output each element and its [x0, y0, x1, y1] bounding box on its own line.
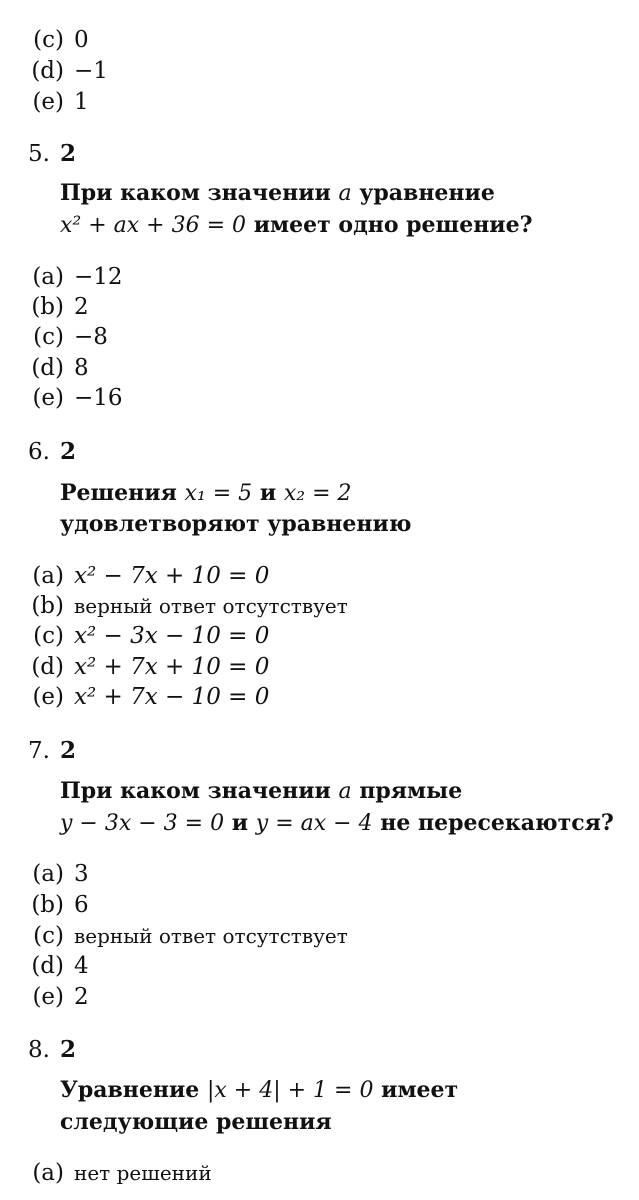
math-var: a — [338, 779, 352, 804]
option-label: (c) — [33, 27, 64, 53]
option-label: (c) — [33, 324, 64, 350]
option-a — [20, 562, 269, 590]
option-label: (e) — [32, 385, 64, 411]
option-text: −8 — [74, 324, 108, 350]
math-equation: y − 3x − 3 = 0 — [60, 811, 225, 836]
option-c — [20, 323, 108, 351]
math-equation: |x + 4| + 1 = 0 — [206, 1078, 374, 1103]
question-5-text-line1 — [60, 178, 495, 209]
question-8-text-line2 — [60, 1107, 332, 1137]
q-text: не пересекаются? — [380, 810, 614, 836]
question-number: 7. — [28, 738, 50, 764]
option-text: верный ответ отсутствует — [74, 924, 348, 948]
option-b — [20, 293, 89, 321]
option-label: (e) — [32, 984, 64, 1010]
option-label: (a) — [32, 563, 64, 589]
option-d — [20, 952, 89, 980]
question-points: 2 — [59, 737, 76, 764]
question-6-text-line1 — [60, 478, 352, 509]
q-text: Решения — [60, 480, 177, 506]
option-label: (d) — [31, 355, 64, 381]
question-8-header — [28, 1036, 76, 1064]
option-label: (e) — [32, 89, 64, 115]
question-7-text-line1 — [60, 776, 462, 807]
option-label: (c) — [33, 923, 64, 949]
option-d — [20, 653, 269, 681]
option-label: (a) — [32, 1160, 64, 1186]
option-d — [20, 354, 89, 382]
math-var: a — [338, 181, 352, 206]
option-text: нет решений — [74, 1161, 212, 1185]
option-label: (c) — [33, 623, 64, 649]
question-number: 5. — [28, 141, 50, 167]
option-a — [20, 1159, 212, 1187]
option-text: 0 — [74, 27, 89, 53]
option-text: x² − 7x + 10 = 0 — [74, 563, 270, 589]
option-b — [20, 592, 348, 620]
math-equation: x² + ax + 36 = 0 — [60, 213, 247, 238]
option-label: (a) — [32, 861, 64, 887]
option-text: x² + 7x + 10 = 0 — [74, 654, 270, 680]
question-6-text-line2 — [60, 509, 411, 539]
q-text: и — [259, 480, 277, 506]
q-text: и — [231, 810, 249, 836]
question-number: 8. — [28, 1037, 50, 1063]
q-text: При каком значении — [60, 180, 331, 206]
option-e — [20, 384, 123, 412]
option-text: −16 — [74, 385, 123, 411]
option-text: −1 — [74, 58, 108, 84]
option-text: x² − 3x − 10 = 0 — [74, 623, 270, 649]
option-text: 2 — [74, 294, 89, 320]
option-e — [20, 983, 89, 1011]
q-text: имеет — [381, 1077, 459, 1103]
option-label: (b) — [31, 294, 64, 320]
question-6-header — [28, 438, 76, 466]
question-7-text-line2 — [60, 808, 614, 839]
option-text: −12 — [74, 264, 123, 290]
option-e — [20, 88, 89, 116]
option-e — [20, 683, 269, 711]
option-label: (e) — [32, 684, 64, 710]
q-text: уравнение — [359, 180, 495, 206]
q-text: прямые — [359, 778, 463, 804]
q-text: имеет одно решение? — [253, 212, 533, 238]
question-points: 2 — [59, 438, 76, 465]
option-c — [20, 26, 89, 54]
math-equation: x₂ = 2 — [283, 481, 352, 506]
q-text: следующие решения — [60, 1109, 332, 1135]
option-label: (d) — [31, 58, 64, 84]
question-points: 2 — [59, 140, 76, 167]
option-text: верный ответ отсутствует — [74, 594, 348, 618]
q-text: Уравнение — [60, 1077, 200, 1103]
question-5-text-line2 — [60, 210, 533, 241]
option-label: (d) — [31, 654, 64, 680]
option-text: 8 — [74, 355, 89, 381]
question-points: 2 — [59, 1036, 76, 1063]
option-a — [20, 263, 123, 291]
option-text: 3 — [74, 861, 89, 887]
option-a — [20, 860, 89, 888]
option-label: (d) — [31, 953, 64, 979]
option-c — [20, 922, 348, 950]
option-text: x² + 7x − 10 = 0 — [74, 684, 270, 710]
question-number: 6. — [28, 439, 50, 465]
math-equation: y = ax − 4 — [255, 811, 373, 836]
option-c — [20, 622, 269, 650]
option-label: (a) — [32, 264, 64, 290]
question-7-header — [28, 737, 76, 765]
question-8-text-line1 — [60, 1075, 458, 1106]
q-text: При каком значении — [60, 778, 331, 804]
option-label: (b) — [31, 593, 64, 619]
option-d — [20, 57, 108, 85]
q-text: удовлетворяют уравнению — [60, 511, 412, 537]
math-equation: x₁ = 5 — [184, 481, 253, 506]
option-text: 2 — [74, 984, 89, 1010]
option-label: (b) — [31, 892, 64, 918]
option-text: 6 — [74, 892, 89, 918]
option-text: 4 — [74, 953, 89, 979]
question-5-header — [28, 140, 76, 168]
option-b — [20, 891, 89, 919]
option-text: 1 — [74, 89, 89, 115]
